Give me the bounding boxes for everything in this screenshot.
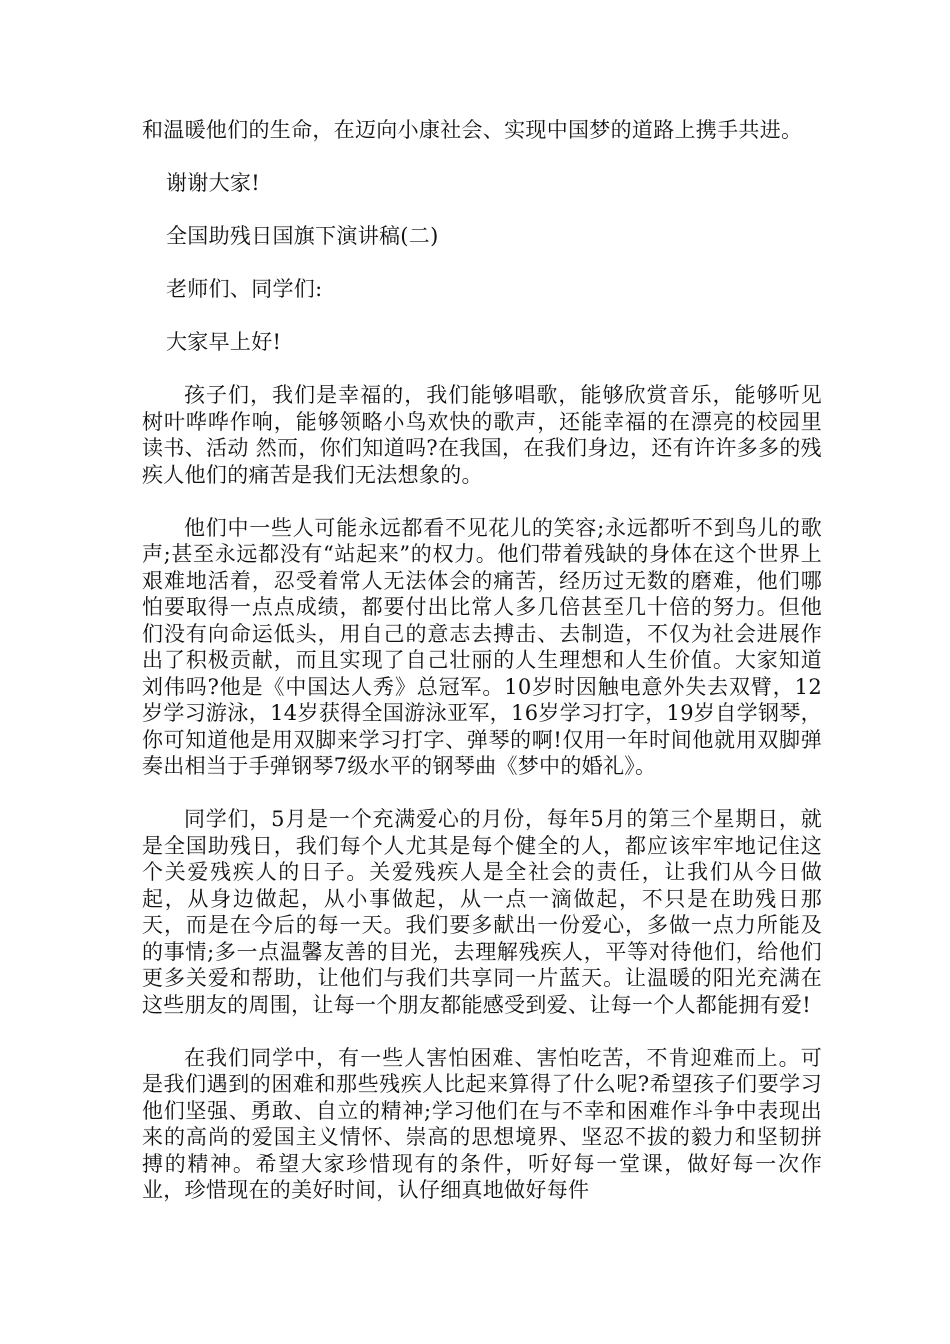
paragraph: 他们中一些人可能永远都看不见花儿的笑容;永远都听不到鸟儿的歌声;甚至永远都没有“站起来”的权力。他们带着残缺的身体在这个世界上艰难地活着，忍受着常人无法体会的痛苦，经历过无数的磨难，他们哪怕要取得一点点成绩，都要付出比常人多几倍甚至几十倍的努力。但他们没有向命运低头，用自己的意志去搏击、去制造，不仅为社会进展作出了积极贡献，而且实现了自己壮丽的人生理想和人生价值。大家知道刘伟吗?他是《中国达人秀》总冠军。10岁时因触电意外失去双臂，12岁学习游泳，14岁获得全国游泳亚军，16岁学习打字，19岁自学钢琴，你可知道他是用双脚来学习打字、弹琴的啊!仅用一年时间他就用双脚弹奏出相当于手弹钢琴7级水平的钢琴曲《梦中的婚礼》。: [142, 515, 822, 778]
paragraph: 在我们同学中，有一些人害怕困难、害怕吃苦，不肯迎难而上。可是我们遇到的困难和那些残疾人比起来算得了什么呢?希望孩子们要学习他们坚强、勇敢、自立的精神;学习他们在与不幸和困难作斗争中表现出来的高尚的爱国主义情怀、崇高的思想境界、坚忍不拔的毅力和坚韧拼搏的精神。希望大家珍惜现有的条件，听好每一堂课，做好每一次作业，珍惜现在的美好时间，认仔细真地做好每件: [142, 1045, 822, 1202]
paragraph: 孩子们，我们是幸福的，我们能够唱歌，能够欣赏音乐，能够听见树叶哗哗作响，能够领略小鸟欢快的歌声，还能幸福的在漂亮的校园里读书、活动 然而，你们知道吗?在我国，在我们身边，还有许许多多的残疾人他们的痛苦是我们无法想象的。: [142, 383, 822, 487]
salutation: 老师们、同学们:: [166, 277, 323, 301]
section-title: 全国助残日国旗下演讲稿(二): [166, 224, 439, 248]
greeting: 大家早上好!: [166, 330, 282, 354]
closing-thanks: 谢谢大家!: [166, 171, 260, 195]
paragraph: 同学们，5月是一个充满爱心的月份，每年5月的第三个星期日，就是全国助残日，我们每个人尤其是每个健全的人，都应该牢牢地记住这个关爱残疾人的日子。关爱残疾人是全社会的责任，让我们从今日做起，从身边做起，从小事做起，从一点一滴做起，不只是在助残日那天，而是在今后的每一天。我们要多献出一份爱心，多做一点力所能及的事情;多一点温馨友善的目光，去理解残疾人，平等对待他们，给他们更多关爱和帮助，让他们与我们共享同一片蓝天。让温暖的阳光充满在这些朋友的周围，让每一个朋友都能感受到爱、让每一个人都能拥有爱!: [142, 807, 822, 1017]
paragraph-continuation: 和温暖他们的生命，在迈向小康社会、实现中国梦的道路上携手共进。: [142, 118, 803, 142]
document-body: [142, 117, 822, 1230]
